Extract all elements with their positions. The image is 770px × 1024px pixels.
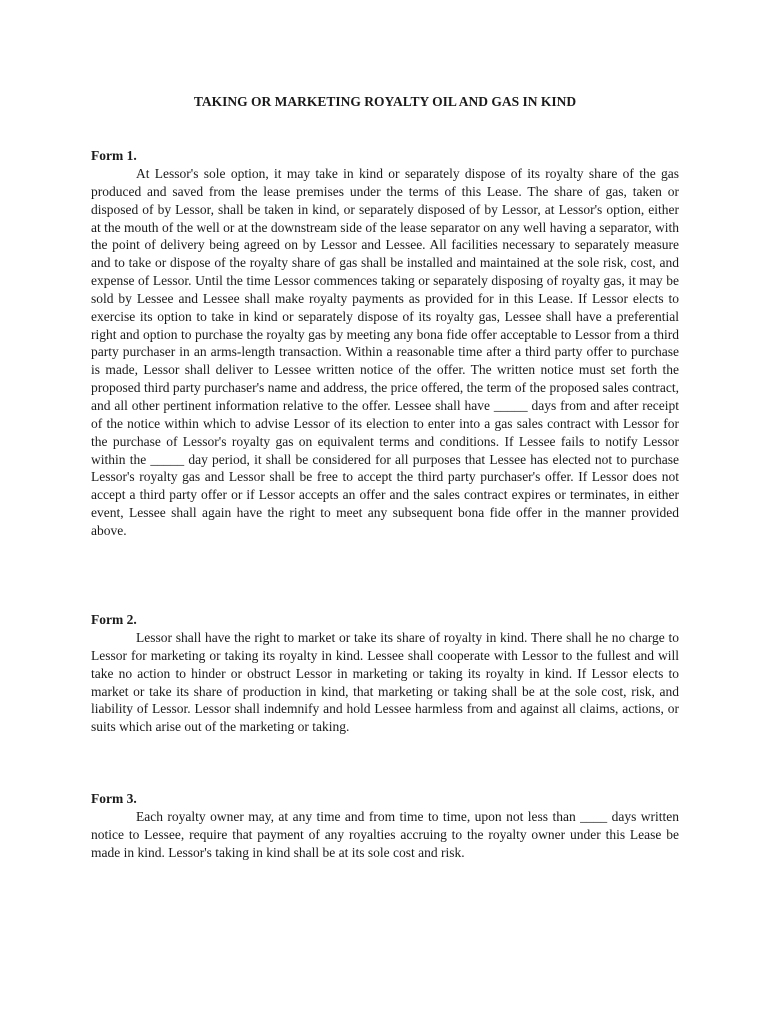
form-3-section	[91, 790, 679, 862]
form-1-heading: Form 1.	[91, 148, 137, 163]
document-title: TAKING OR MARKETING ROYALTY OIL AND GAS IN KIND	[193, 94, 577, 109]
form-2-section	[91, 611, 679, 736]
form-2-heading: Form 2.	[91, 612, 137, 627]
form-3-body: Each royalty owner may, at any time and from time to time, upon not less than ____ days written notice to Lessee, require that payment of any royalties accruing to the royalty owner under this Lease be made in kind. Lessor's taking in kind shall be at its sole cost and risk.	[91, 809, 679, 860]
form-2-body: Lessor shall have the right to market or take its share of royalty in kind. There shall he no charge to Lessor for marketing or taking its royalty in kind. Lessee shall cooperate with Lessor to the fullest and will take no action to hinder or obstruct Lessor in marketing or taking its royalty in kind. If Lessor elects to market or take its share of production in kind, that marketing or taking shall be at the sole cost, risk, and liability of Lessor. Lessor shall indemnify and hold Lessee harmless from and against all claims, actions, or suits which arise out of the marketing or taking.	[91, 630, 679, 735]
form-3-heading: Form 3.	[91, 791, 137, 806]
form-1-body: At Lessor's sole option, it may take in kind or separately dispose of its royalty share of the gas produced and saved from the lease premises under the terms of this Lease. The share of gas, taken or disposed of by Lessor, shall be taken in kind, or separately disposed of by Lessor, at Lessor's option, either at the mouth of the well or at the downstream side of the lease separator on any well having a separator, with the point of delivery being agreed on by Lessor and Lessee. All facilities necessary to separately measure and to take or dispose of the royalty share of gas shall be installed and maintained at the sole risk, cost, and expense of Lessor. Until the time Lessor commences taking or separately disposing of royalty gas, it may be sold by Lessee and Lessee shall make royalty payments as provided for in this Lease. If Lessor elects to exercise its option to take in kind or separately dispose of its royalty gas, Lessee shall have a preferential right and option to purchase the royalty gas by meeting any bona fide offer acceptable to Lessor from a third party purchaser in an arms-length transaction. Within a reasonable time after a third party offer to purchase is made, Lessor shall deliver to Lessee written notice of the offer. The written notice must set forth the proposed third party purchaser's name and address, the price offered, the term of the proposed sales contract, and all other pertinent information relative to the offer. Lessee shall have _____ days from and after receipt of the notice within which to advise Lessor of its election to enter into a gas sales contract with Lessor for the purchase of Lessor's royalty gas on equivalent terms and conditions. If Lessee fails to notify Lessor within the _____ day period, it shall be considered for all purposes that Lessee has elected not to purchase Lessor's royalty gas and Lessor shall be free to accept the third party purchaser's offer. If Lessor does not accept a third party offer or if Lessor accepts an offer and the sales contract expires or terminates, in either event, Lessee shall again have the right to meet any subsequent bona fide offer in the manner provided above.	[91, 166, 679, 538]
form-1-section	[91, 147, 679, 540]
